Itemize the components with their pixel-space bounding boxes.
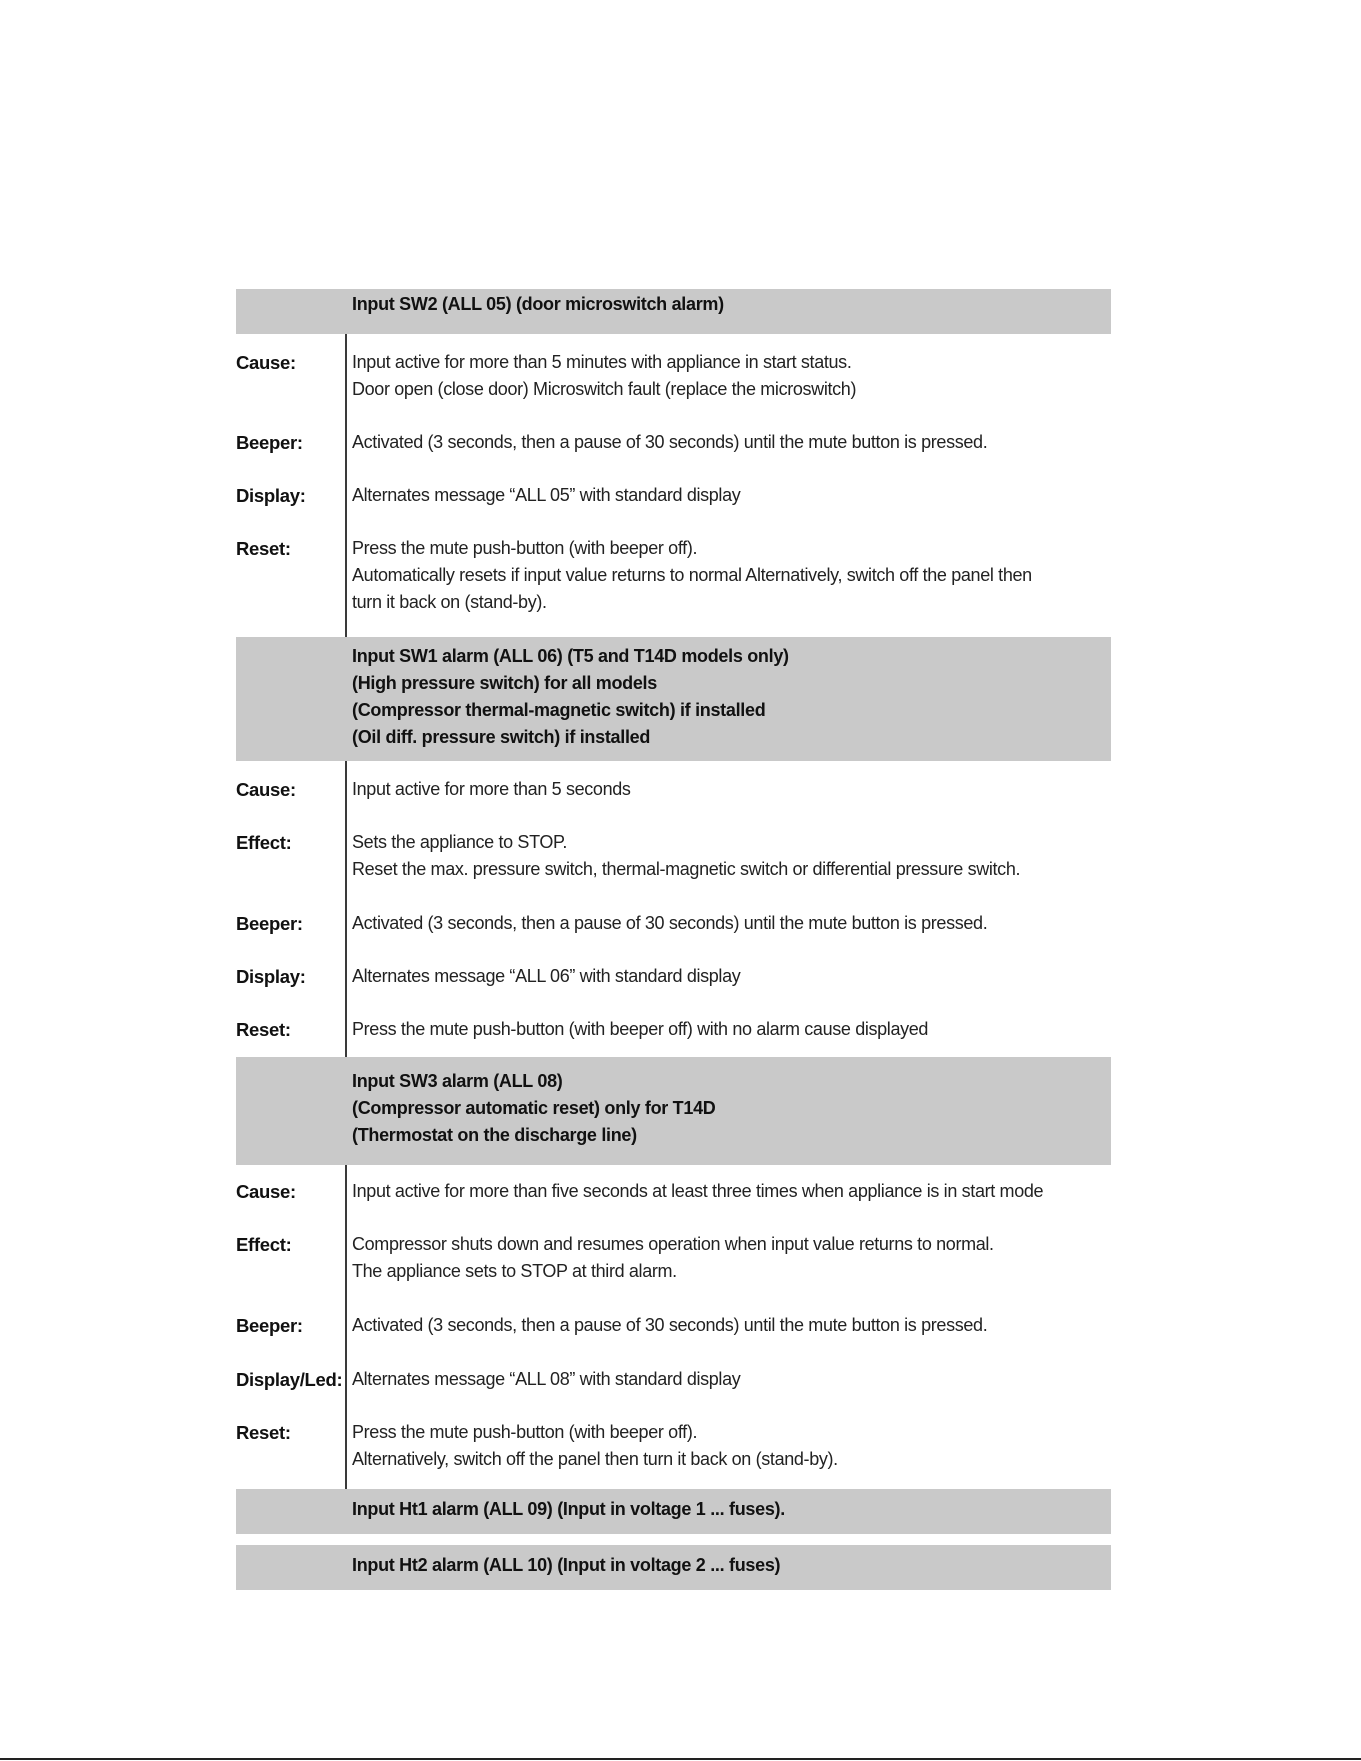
- section-header-line: (Compressor automatic reset) only for T14D: [352, 1098, 716, 1118]
- row-value: [352, 1419, 1112, 1473]
- row-value-line: Alternates message “ALL 06” with standard display: [352, 966, 741, 986]
- row-value: [352, 429, 1112, 456]
- row-label: Beeper:: [236, 432, 303, 453]
- row-value-line: turn it back on (stand-by).: [352, 592, 547, 612]
- row-value: [352, 482, 1112, 509]
- row-label: Display/Led:: [236, 1369, 343, 1390]
- section-header: [236, 637, 1111, 761]
- row-label: Effect:: [236, 832, 292, 853]
- row-label: Cause:: [236, 1181, 296, 1202]
- row-label: Display:: [236, 485, 306, 506]
- column-divider: [345, 1165, 347, 1489]
- row-value-line: Door open (close door) Microswitch fault (replace the microswitch): [352, 379, 857, 399]
- section-header: [236, 1545, 1111, 1590]
- row-value-line: Input active for more than 5 seconds: [352, 779, 631, 799]
- row-value-line: Activated (3 seconds, then a pause of 30 seconds) until the mute button is pressed.: [352, 913, 988, 933]
- section-header: [236, 289, 1111, 334]
- row-value-line: Activated (3 seconds, then a pause of 30 seconds) until the mute button is pressed.: [352, 1315, 988, 1335]
- row-value: [352, 910, 1112, 937]
- row-value: [352, 1016, 1112, 1043]
- row-value-line: Alternates message “ALL 08” with standard display: [352, 1369, 741, 1389]
- row-value: [352, 1366, 1112, 1393]
- row-value-line: Reset the max. pressure switch, thermal-magnetic switch or differential pressure switch.: [352, 859, 1021, 879]
- row-value-line: Sets the appliance to STOP.: [352, 832, 568, 852]
- row-label: Display:: [236, 966, 306, 987]
- row-value: [352, 535, 1112, 616]
- row-value-line: Input active for more than five seconds at least three times when appliance is in start mode: [352, 1181, 1044, 1201]
- row-value-line: Press the mute push-button (with beeper off).: [352, 538, 698, 558]
- section-header-line: (Oil diff. pressure switch) if installed: [352, 727, 651, 747]
- section-header-line: Input Ht2 alarm (ALL 10) (Input in voltage 2 ... fuses): [352, 1555, 781, 1575]
- row-label: Effect:: [236, 1234, 292, 1255]
- row-value-line: Automatically resets if input value returns to normal Alternatively, switch off the panel then: [352, 565, 1032, 585]
- row-value-line: Alternatively, switch off the panel then turn it back on (stand-by).: [352, 1449, 838, 1469]
- row-value-line: Input active for more than 5 minutes with appliance in start status.: [352, 352, 852, 372]
- row-value: [352, 1312, 1112, 1339]
- section-header-line: Input SW2 (ALL 05) (door microswitch alarm): [352, 294, 724, 314]
- row-value-line: Press the mute push-button (with beeper off) with no alarm cause displayed: [352, 1019, 929, 1039]
- row-label: Reset:: [236, 538, 291, 559]
- row-value-line: The appliance sets to STOP at third alarm.: [352, 1261, 677, 1281]
- row-label: Cause:: [236, 779, 296, 800]
- column-divider: [345, 761, 347, 1057]
- row-label: Reset:: [236, 1422, 291, 1443]
- section-header-line: (High pressure switch) for all models: [352, 673, 657, 693]
- section-header-line: Input Ht1 alarm (ALL 09) (Input in voltage 1 ... fuses).: [352, 1499, 785, 1519]
- row-label: Reset:: [236, 1019, 291, 1040]
- section-header: [236, 1057, 1111, 1165]
- row-value: [352, 829, 1112, 883]
- row-value: [352, 1231, 1112, 1285]
- column-divider: [345, 334, 347, 637]
- row-label: Beeper:: [236, 1315, 303, 1336]
- row-value: [352, 776, 1112, 803]
- row-label: Cause:: [236, 352, 296, 373]
- page-bottom-rule: [0, 1758, 1361, 1760]
- row-value: [352, 349, 1112, 403]
- section-header: [236, 1489, 1111, 1534]
- row-value: [352, 1178, 1112, 1205]
- row-value-line: Compressor shuts down and resumes operation when input value returns to normal.: [352, 1234, 994, 1254]
- section-header-line: (Compressor thermal-magnetic switch) if installed: [352, 700, 766, 720]
- row-label: Beeper:: [236, 913, 303, 934]
- row-value-line: Activated (3 seconds, then a pause of 30 seconds) until the mute button is pressed.: [352, 432, 988, 452]
- section-header-line: Input SW1 alarm (ALL 06) (T5 and T14D models only): [352, 646, 789, 666]
- section-header-line: Input SW3 alarm (ALL 08): [352, 1071, 563, 1091]
- row-value-line: Alternates message “ALL 05” with standard display: [352, 485, 741, 505]
- row-value: [352, 963, 1112, 990]
- row-value-line: Press the mute push-button (with beeper off).: [352, 1422, 698, 1442]
- section-header-line: (Thermostat on the discharge line): [352, 1125, 637, 1145]
